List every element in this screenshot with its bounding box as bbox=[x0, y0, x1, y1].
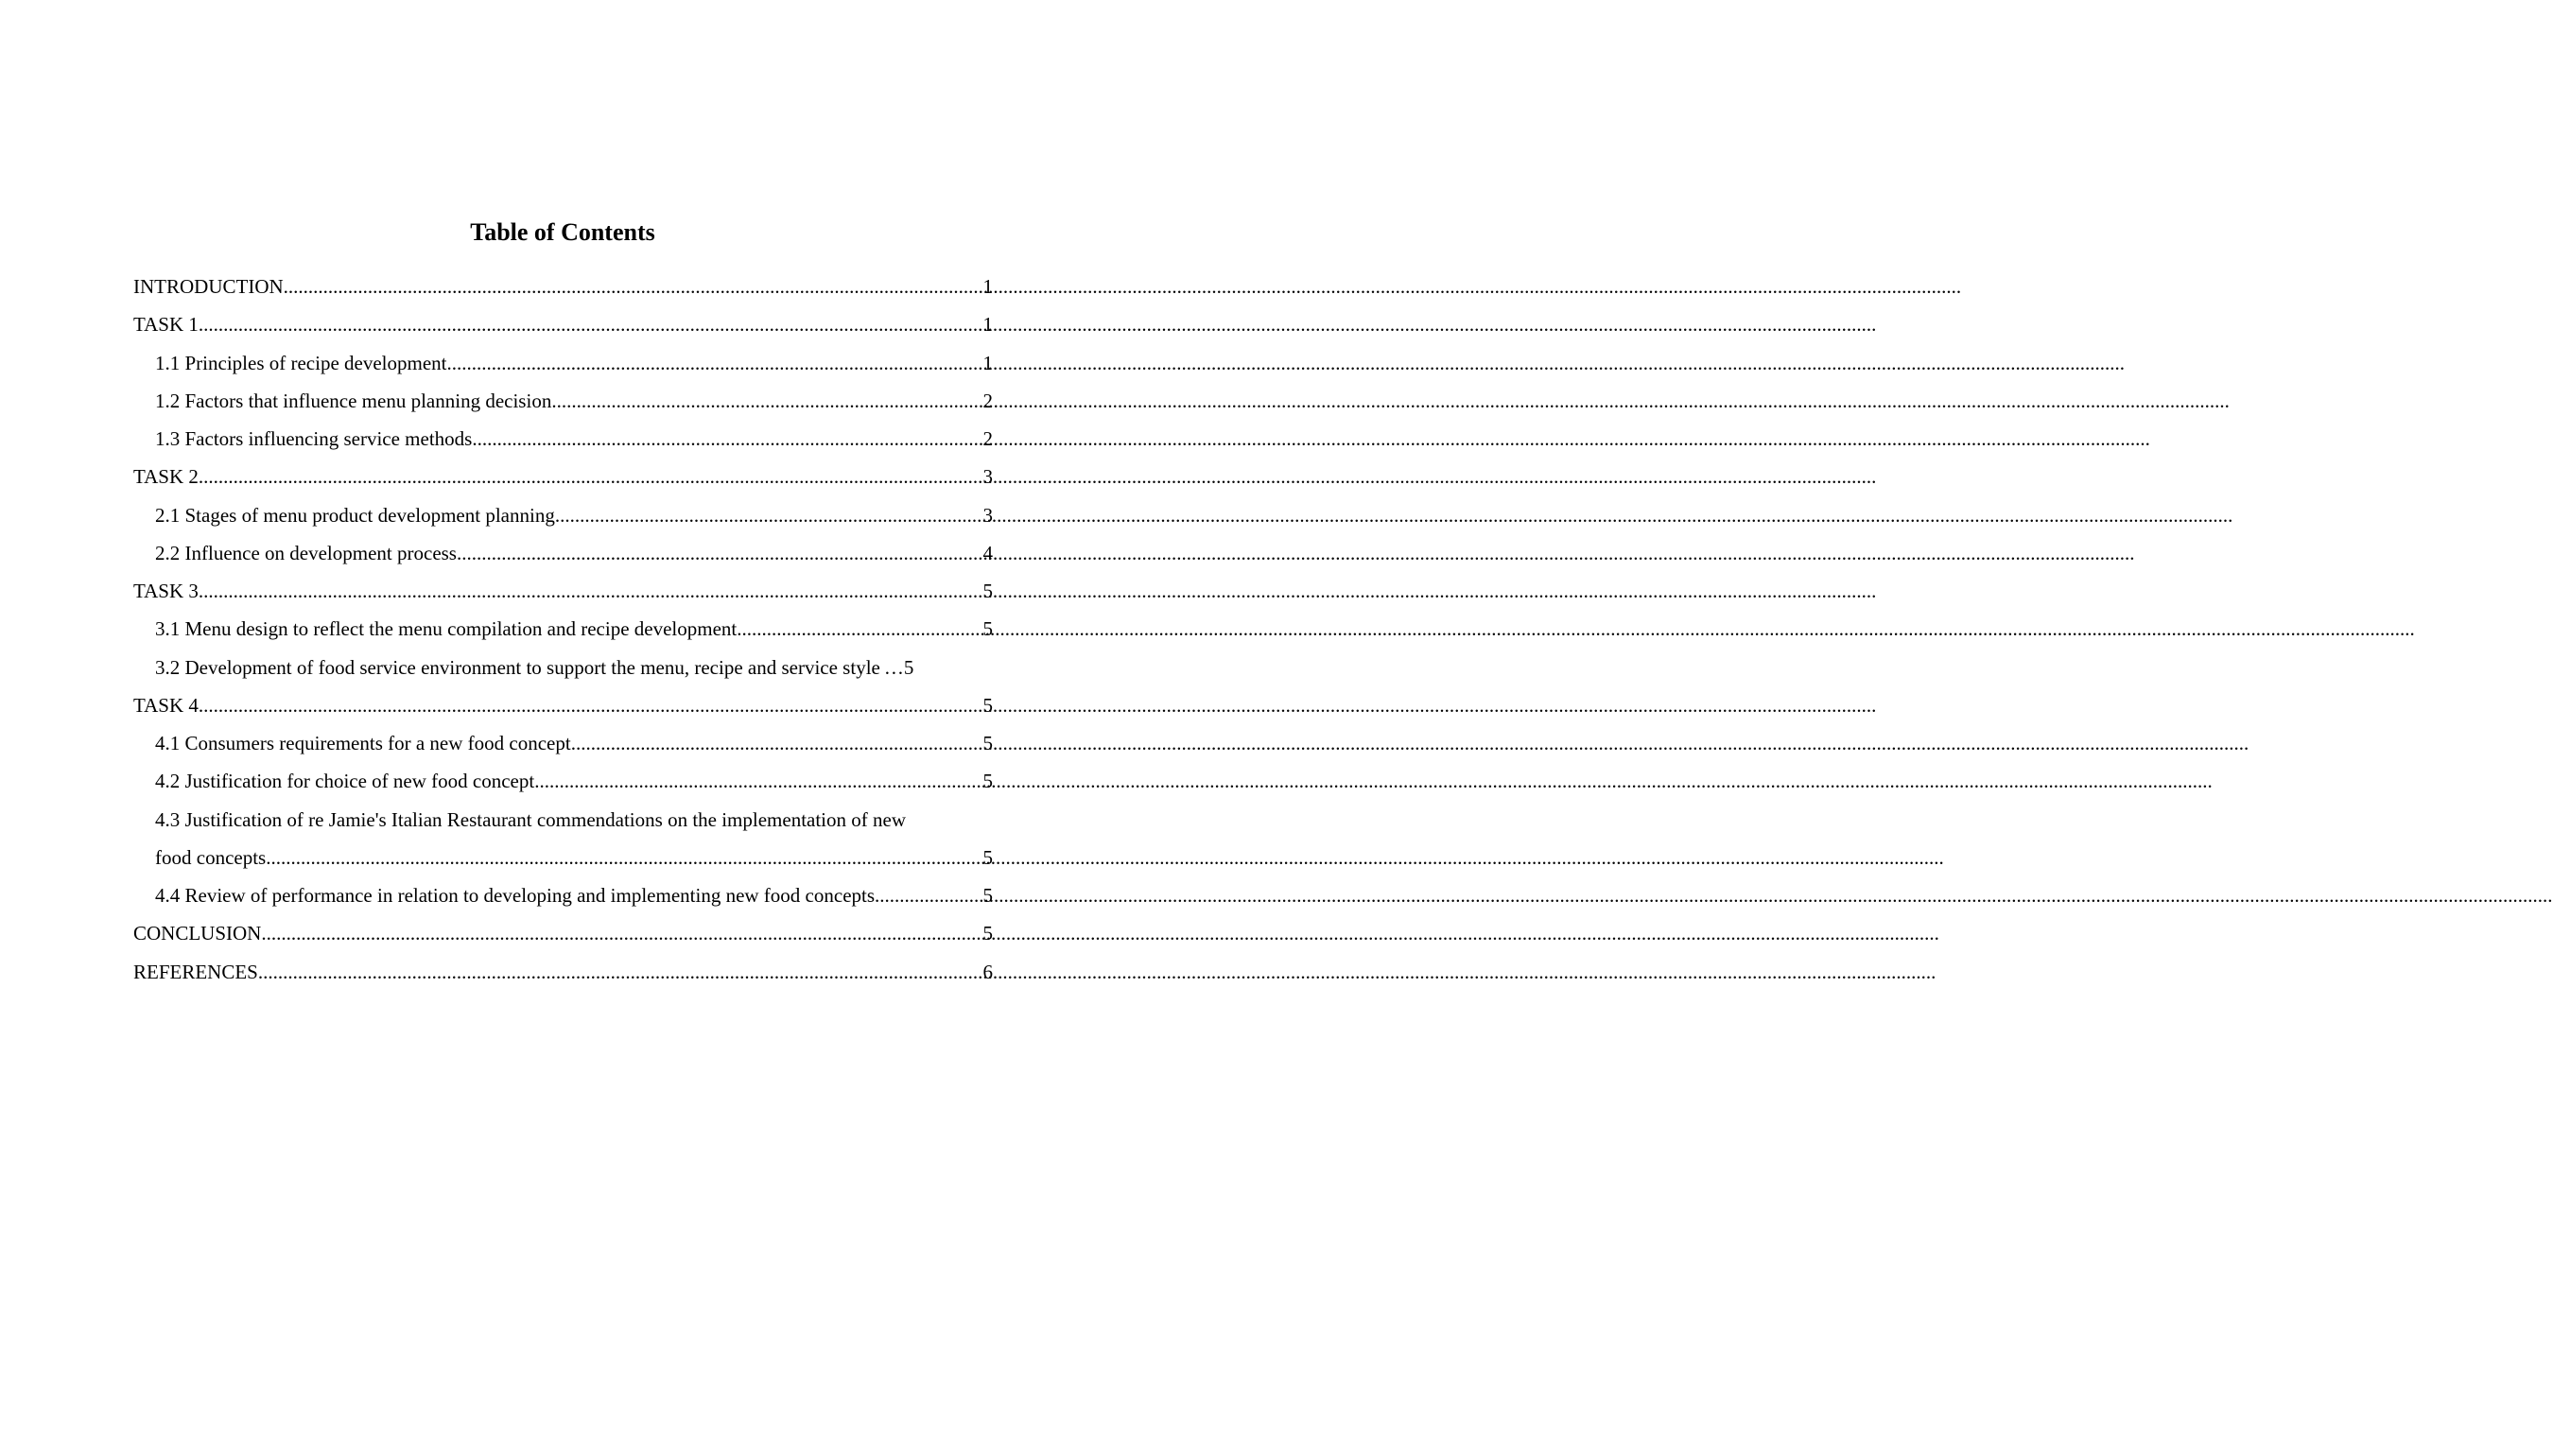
toc-page-number: 6 bbox=[982, 960, 993, 983]
toc-entry-2-1[interactable] bbox=[133, 496, 993, 534]
toc-entry-text: 4.3 Justification of re Jamie's Italian Restaurant commendations on the implementation of new bbox=[155, 807, 907, 831]
document-page bbox=[0, 0, 1125, 1456]
dot-leader bbox=[571, 724, 983, 762]
toc-entry-text: TASK 3 bbox=[133, 580, 199, 602]
table-of-contents bbox=[133, 268, 993, 991]
toc-entry-text: 2.1 Stages of menu product development planning bbox=[155, 503, 555, 527]
toc-entry-1-3[interactable] bbox=[133, 420, 993, 458]
toc-entry-4-2[interactable] bbox=[133, 762, 993, 800]
toc-entry-4-1[interactable] bbox=[133, 724, 993, 762]
toc-entry-3-1[interactable] bbox=[133, 610, 993, 648]
toc-entry-text: 1.1 Principles of recipe development bbox=[155, 351, 447, 374]
toc-entry-4-3[interactable] bbox=[133, 801, 993, 877]
toc-page-number: 1 bbox=[982, 313, 993, 337]
toc-entry-task-2[interactable] bbox=[133, 458, 993, 495]
dot-leader bbox=[261, 914, 982, 952]
toc-page-number: 5 bbox=[982, 617, 993, 641]
toc-entry-text: 4.4 Review of performance in relation to developing and implementing new food concepts bbox=[155, 884, 876, 907]
toc-entry-4-4[interactable] bbox=[133, 876, 993, 914]
dot-leader bbox=[199, 458, 983, 495]
dot-leader bbox=[875, 876, 982, 914]
toc-page-number: 1 bbox=[982, 351, 993, 374]
dot-leader bbox=[258, 953, 983, 991]
toc-entry-text: 3.1 Menu design to reflect the menu compilation and recipe development bbox=[155, 617, 738, 641]
toc-entry-text-continued: food concepts bbox=[155, 845, 267, 869]
toc-page-number: 5 bbox=[982, 922, 993, 945]
dot-leader bbox=[284, 268, 983, 305]
toc-entry-text: REFERENCES bbox=[133, 960, 258, 983]
dot-leader bbox=[551, 382, 982, 420]
toc-page-number: 3 bbox=[982, 465, 993, 489]
toc-entry-text: 1.2 Factors that influence menu planning decision bbox=[155, 389, 552, 412]
dot-leader bbox=[199, 572, 983, 610]
toc-page-number: 5 bbox=[903, 655, 914, 679]
toc-title: Table of Contents bbox=[470, 218, 655, 246]
dot-leader bbox=[534, 762, 982, 800]
toc-page-number: 5 bbox=[982, 770, 993, 793]
toc-entry-2-2[interactable] bbox=[133, 534, 993, 572]
toc-page-number: 4 bbox=[982, 541, 993, 564]
toc-entry-text: TASK 1 bbox=[133, 313, 199, 337]
toc-page-number: 5 bbox=[982, 580, 993, 602]
toc-entry-text: INTRODUCTION bbox=[133, 275, 284, 298]
toc-page-number: 5 bbox=[982, 845, 993, 869]
toc-entry-text: 1.3 Factors influencing service methods bbox=[155, 427, 473, 450]
dot-leader bbox=[447, 344, 983, 382]
toc-entry-3-2[interactable] bbox=[133, 649, 993, 686]
toc-entry-1-1[interactable] bbox=[133, 344, 993, 382]
toc-page-number: 1 bbox=[982, 275, 993, 298]
toc-entry-text: 2.2 Influence on development process bbox=[155, 541, 457, 564]
toc-entry-1-2[interactable] bbox=[133, 382, 993, 420]
toc-entry-text: CONCLUSION bbox=[133, 922, 262, 945]
toc-entry-task-4[interactable] bbox=[133, 686, 993, 724]
toc-page-number: 5 bbox=[982, 732, 993, 754]
dot-leader bbox=[199, 686, 983, 724]
ellipsis-leader: … bbox=[883, 655, 904, 679]
toc-entry-text: TASK 4 bbox=[133, 693, 199, 717]
dot-leader bbox=[472, 420, 982, 458]
dot-leader bbox=[737, 610, 982, 648]
toc-page-number: 2 bbox=[982, 427, 993, 450]
toc-entry-text: 4.1 Consumers requirements for a new food concept bbox=[155, 732, 571, 754]
toc-entry-text: 4.2 Justification for choice of new food concept bbox=[155, 770, 535, 793]
toc-entry-introduction[interactable] bbox=[133, 268, 993, 305]
toc-page-number: 2 bbox=[982, 389, 993, 412]
toc-entry-text: TASK 2 bbox=[133, 465, 199, 489]
dot-leader bbox=[266, 839, 982, 876]
dot-leader bbox=[457, 534, 983, 572]
toc-entry-references[interactable] bbox=[133, 953, 993, 991]
toc-page-number: 5 bbox=[982, 884, 993, 907]
toc-entry-task-1[interactable] bbox=[133, 305, 993, 343]
toc-entry-conclusion[interactable] bbox=[133, 914, 993, 952]
dot-leader bbox=[199, 305, 983, 343]
toc-page-number: 5 bbox=[982, 693, 993, 717]
toc-entry-task-3[interactable] bbox=[133, 572, 993, 610]
toc-entry-continuation bbox=[155, 839, 993, 876]
toc-entry-text: 3.2 Development of food service environment to support the menu, recipe and service style bbox=[155, 655, 880, 679]
dot-leader bbox=[555, 496, 983, 534]
toc-page-number: 3 bbox=[982, 503, 993, 527]
